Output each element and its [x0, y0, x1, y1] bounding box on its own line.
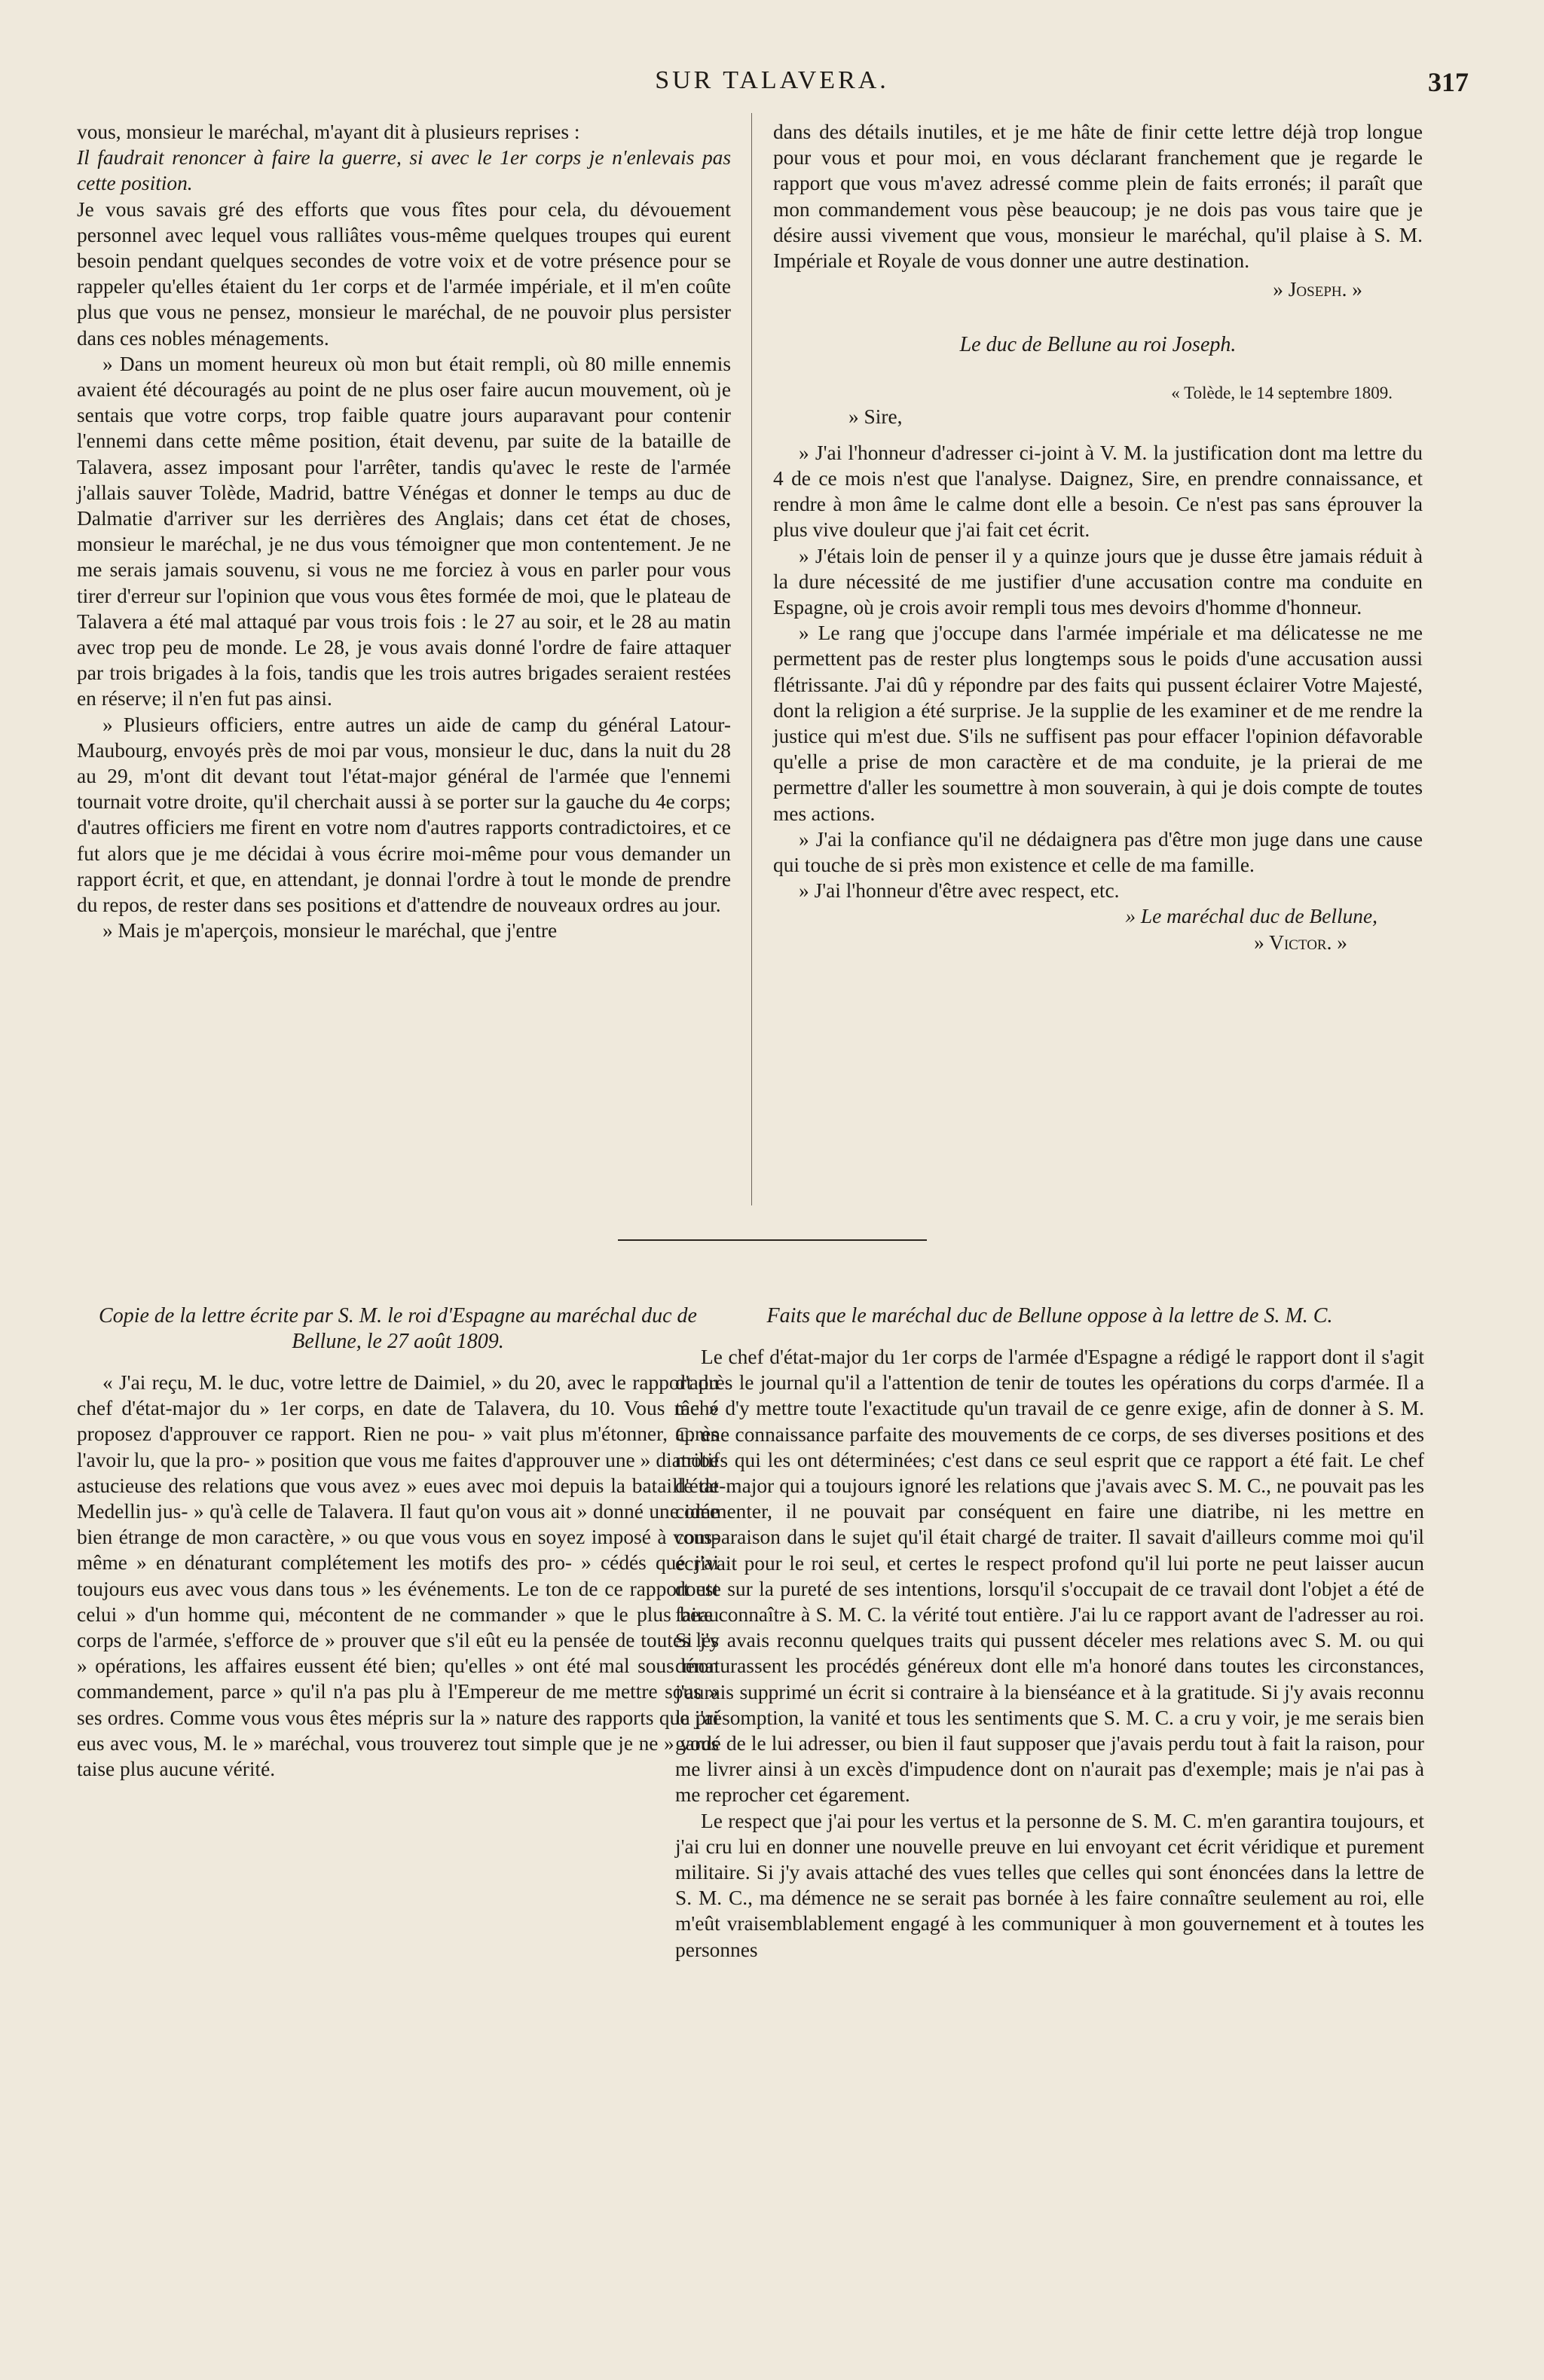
paragraph: vous, monsieur le maréchal, m'ayant dit à plusieurs reprises :: [77, 121, 580, 143]
column-right-top: [773, 119, 1423, 955]
section-title: Faits que le maréchal duc de Bellune oppose à la lettre de S. M. C.: [766, 1304, 1333, 1327]
paragraph: » Le rang que j'occupe dans l'armée impériale et ma délicatesse ne me permettent pas de rester plus longtemps sous le poids d'une accusation aussi flétrissante. J'ai dû y répondre par des faits qui pussent éclairer Votre Majesté, dont la religion a été surprise. Je la supplie de les examiner et de me rendre la justice qui m'est due. S'ils ne suffisent pas pour effacer l'opinion défavorable qu'elle a prise de mon caractère et de ma conduite, je la prierai de me permettre d'aller les soumettre à mon souverain, à qui je dois compte de toutes mes actions.: [773, 622, 1423, 825]
paragraph: » J'ai l'honneur d'être avec respect, etc.: [799, 879, 1120, 903]
letter-title: Le duc de Bellune au roi Joseph.: [959, 333, 1237, 357]
paragraph: » J'ai la confiance qu'il ne dédaignera pas d'être mon juge dans une cause qui touche de si près mon existence et celle de ma famille.: [773, 827, 1423, 877]
closing-line: » Le maréchal duc de Bellune,: [1125, 905, 1377, 928]
paragraph: Je vous savais gré des efforts que vous fîtes pour cela, du dévouement personnel avec lequel vous ralliâtes vous-même quelques troupes qui eurent besoin pendant quelques secondes de votre voix et de votre présence pour se rappeler qu'elles étaient du 1er corps et de l'armée impériale, et il m'en coûte plus que vous ne pensez, monsieur le maréchal, de ne pouvoir plus persister dans ces nobles ménagements.: [77, 197, 731, 350]
paragraph-quote: Il faudrait renoncer à faire la guerre, si avec le 1er corps je n'enlevais pas cette position.: [77, 146, 731, 195]
paragraph: » J'étais loin de penser il y a quinze jours que je dusse être jamais réduit à la dure nécessité de me justifier d'une accusation contre ma conduite en Espagne, où je crois avoir rempli tous mes devoirs d'homme d'honneur.: [773, 544, 1423, 619]
signature-joseph: » Joseph. »: [1273, 278, 1362, 301]
page-number: 317: [1428, 67, 1469, 97]
column-right-bottom: [675, 1303, 1424, 1963]
letter-title: Copie de la lettre écrite par S. M. le roi d'Espagne au maréchal duc de Bellune, le 27 août 1809.: [99, 1304, 697, 1353]
section-rule: [618, 1239, 927, 1241]
paragraph: Le chef d'état-major du 1er corps de l'armée d'Espagne a rédigé le rapport dont il s'agit d'après le journal qu'il a l'attention de tenir de toutes les opérations du corps d'armée. Il a tâché d'y mettre toute l'exactitude qu'un travail de ce genre exige, afin de donner à S. M. C. une connaissance parfaite des mouvements de ce corps, de ses diverses positions et des motifs qui les ont déterminées; c'est dans ce seul esprit que ce rapport a été fait. Le chef d'état-major qui a toujours ignoré les relations que j'avais avec S. M. C., ne pouvait pas les commenter, il ne pouvait par conséquent en faire une diatribe, ni les mettre en comparaison dans le sujet qu'il était chargé de traiter. Il savait d'ailleurs comme moi qu'il écrivait pour le roi seul, et certes le respect profond qu'il lui porte ne peut laisser aucun doute sur la pureté de ses intentions, lorsqu'il s'occupait de ce travail dont l'objet a été de faire connaître à S. M. C. la vérité tout entière. J'ai lu ce rapport avant de l'adresser au roi. Si j'y avais reconnu quelques traits qui pussent déceler mes relations avec S. M. ou qui dénaturassent les procédés généreux dont elle m'a honoré dans toutes les circonstances, j'aurais supprimé un écrit si contraire à la bienséance et à la gratitude. Si j'y avais reconnu la présomption, la vanité et tous les sentiments que S. M. C. a cru y voir, je me serais bien gardé de le lui adresser, ou bien il faut supposer que j'avais perdu tout à fait la raison, pour me livrer ainsi à un excès d'impudence dont on n'aurait pas d'exemple; mais je n'ai pas à me reprocher cet égarement.: [675, 1346, 1424, 1807]
column-left-bottom: [77, 1303, 719, 1782]
running-head: [0, 66, 1544, 104]
paragraph: » Dans un moment heureux où mon but était rempli, où 80 mille ennemis avaient été découragés au point de ne plus oser faire aucun mouvement, où je sentais que votre corps, trop faible quatre jours auparavant pour contenir l'ennemi dans cette même position, était devenu, par suite de la bataille de Talavera, assez imposant pour l'arrêter, tandis qu'avec le reste de l'armée j'allais sauver Tolède, Madrid, battre Vénégas et donner le temps au duc de Dalmatie d'arriver sur les derrières des Anglais; dans cet état de choses, monsieur le maréchal, je ne dus vous témoigner que mon contentement. Je ne me serais jamais souvenu, si vous ne me forciez à vous en parler pour vous tirer d'erreur sur l'opinion que vous vous êtes formée de moi, que le plateau de Talavera a été mal attaqué par vous trois fois : le 27 au soir, et le 28 au matin avec trop peu de monde. Le 28, je vous avais donné l'ordre de faire attaquer par trois brigades à la fois, tandis que les trois autres brigades seraient restées en réserve; il n'en fut pas ainsi.: [77, 352, 731, 710]
paragraph: dans des détails inutiles, et je me hâte de finir cette lettre déjà trop longue pour vous et pour moi, en vous déclarant franchement que je regarde le rapport que vous m'avez adressé comme plein de faits erronés; il paraît que mon commandement vous pèse beaucoup; je ne dois pas vous taire que je désire aussi vivement que vous, monsieur le maréchal, qu'il plaise à S. M. Impériale et Royale de vous donner une autre destination.: [773, 121, 1423, 273]
paragraph: » Plusieurs officiers, entre autres un aide de camp du général Latour-Maubourg, envoyés près de moi par vous, monsieur le duc, dans la nuit du 28 au 29, m'ont dit devant tout l'état-major général de l'armée que l'ennemi tournait votre droite, qu'il cherchait aussi à se porter sur la gauche du 4e corps; d'autres officiers me firent en votre nom d'autres rapports contradictoires, et ce fut alors que je me décidai à vous écrire moi-même pour vous demander un rapport écrit, et que, en attendant, je donnai l'ordre à tout le monde de prendre du repos, de rester dans ses positions et d'attendre de nouveaux ordres au jour.: [77, 713, 731, 917]
signature-victor: » Victor. »: [1254, 930, 1347, 954]
paragraph: » Mais je m'aperçois, monsieur le maréchal, que j'entre: [102, 919, 558, 943]
column-left-top: [77, 119, 731, 944]
paragraph: Le respect que j'ai pour les vertus et la personne de S. M. C. m'en garantira toujours, et j'ai cru lui en donner une nouvelle preuve en lui envoyant cet écrit véridique et purement militaire. Si j'y avais attaché des vues telles que celles qui sont énoncées dans la lettre de S. M. C., ma démence ne se serait pas bornée à les faire connaître seulement au roi, elle m'eût vraisemblablement engagé à les communiquer à mon gouvernement et à toutes les personnes: [675, 1809, 1424, 1961]
column-divider: [751, 113, 752, 1205]
running-head-title: SUR TALAVERA.: [655, 66, 889, 94]
paragraph: » J'ai l'honneur d'adresser ci-joint à V. M. la justification dont ma lettre du 4 de ce mois n'est que l'analyse. Daignez, Sire, en prendre connaissance, et rendre à mon âme le calme dont elle a besoin. Ce n'est pas sans éprouver la plus vive douleur que j'ai fait cet écrit.: [773, 441, 1423, 542]
salutation: » Sire,: [848, 405, 903, 428]
letter-body: « J'ai reçu, M. le duc, votre lettre de Daimiel, » du 20, avec le rapport du chef d'état-major du » 1er corps, en date de Talavera, du 10. Vous me » proposez d'approuver ce rapport. Rien ne pou- » vait plus m'étonner, après l'avoir lu, que la pro- » position que vous me faites d'approuver une » diatribe astucieuse des relations que vous avez » eues avec moi depuis la bataille de Medellin jus- » qu'à celle de Talavera. Il faut qu'on vous ait » donné une idée bien étrange de mon caractère, » ou que vous vous en soyez imposé à vous-même » en dénaturant complétement les motifs des pro- » cédés que j'ai toujours eus avec vous dans tous » les événements. Le ton de ce rapport est celui » d'un homme qui, mécontent de ne commander » que le plus beau corps de l'armée, s'efforce de » prouver que s'il eût eu la pensée de toutes les » opérations, les affaires eussent été bien; qu'elles » ont été mal sous mon commandement, parce » qu'il n'a pas plu à l'Empereur de me mettre sous » ses ordres. Comme vous vous êtes mépris sur la » nature des rapports que j'ai eus avec vous, M. le » maréchal, vous trouverez tout simple que je ne » vous taise plus aucune vérité.: [77, 1371, 719, 1781]
dateline: « Tolède, le 14 septembre 1809.: [1171, 383, 1393, 403]
